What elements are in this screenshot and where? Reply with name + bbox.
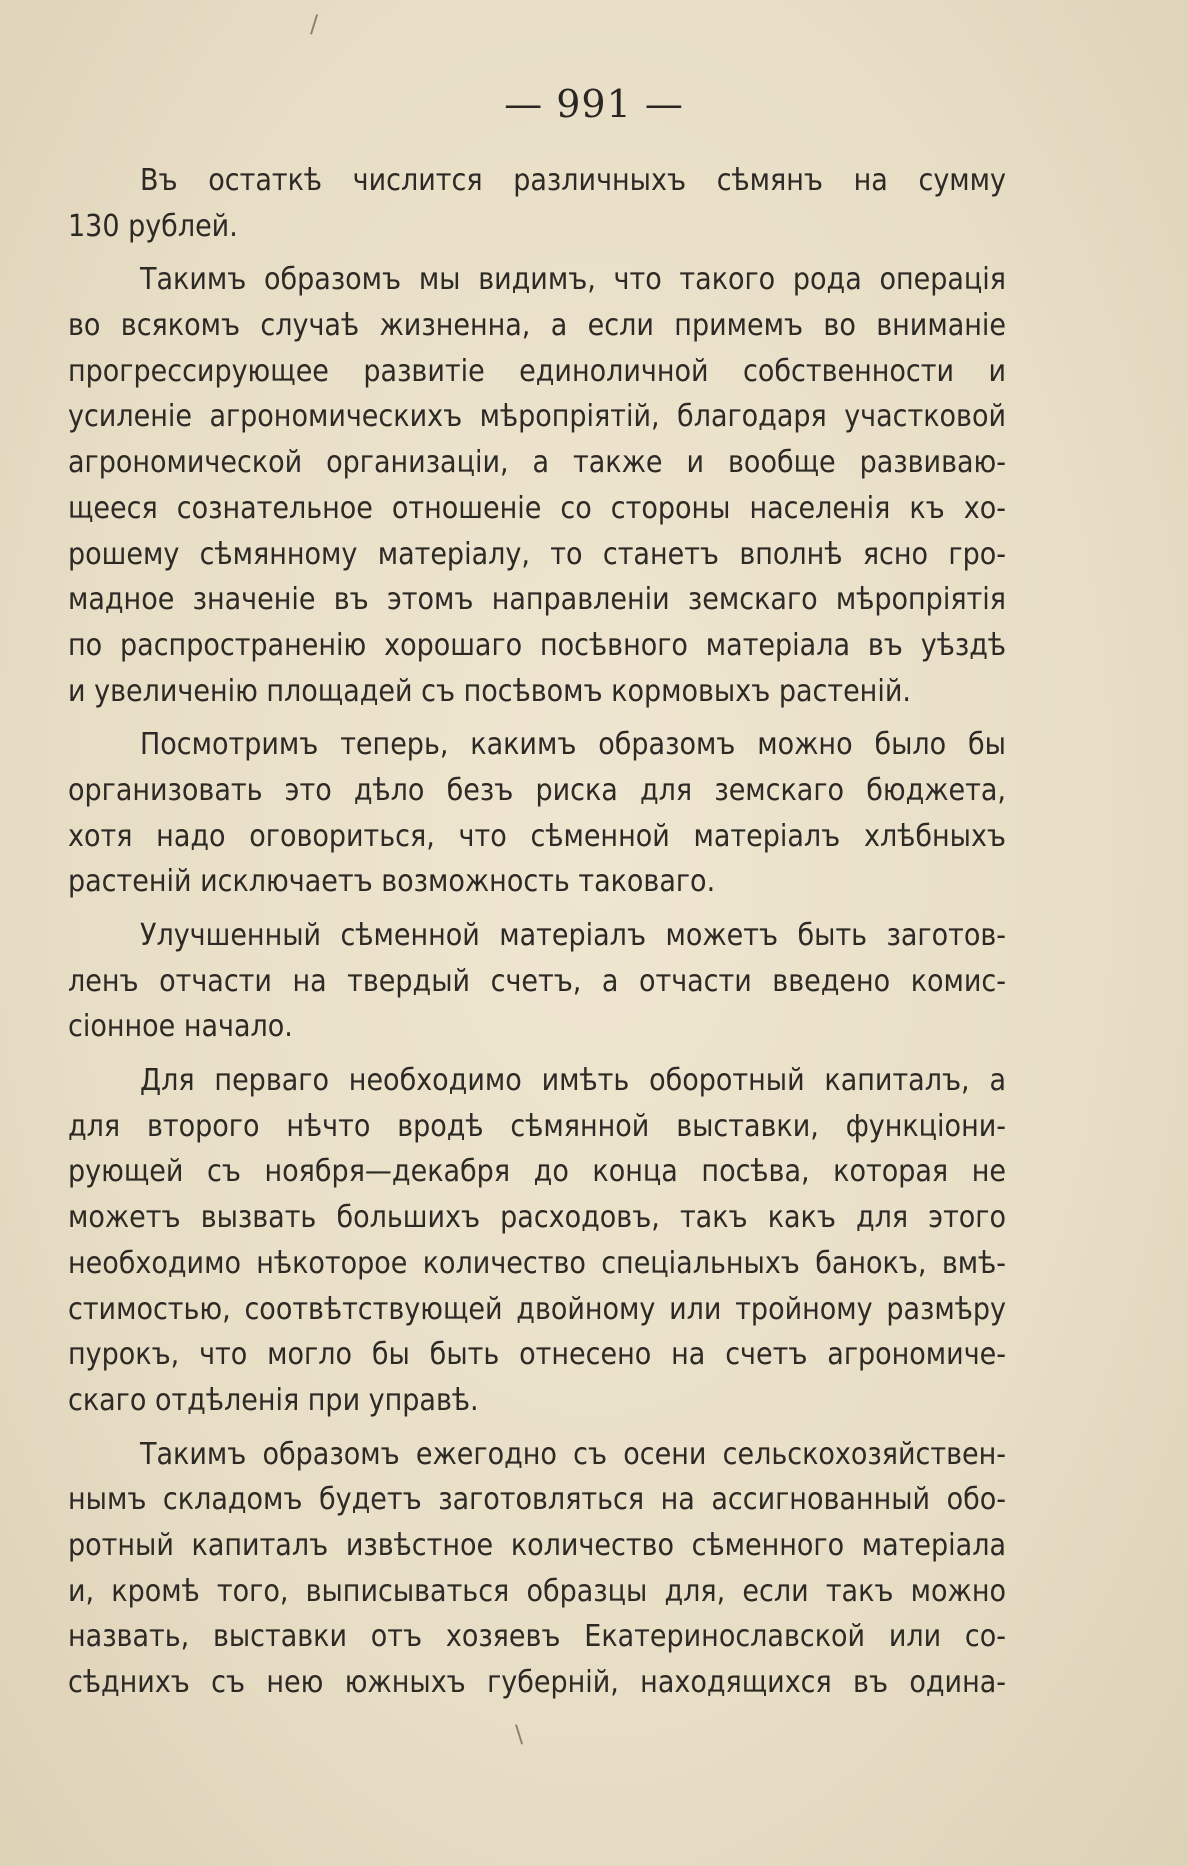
text-line: Улучшенный сѣменной матеріалъ можетъ быть заготов-	[140, 918, 1006, 953]
text-line: организовать это дѣло безъ риска для земскаго бюджета,	[68, 772, 1006, 808]
text-line: сѣднихъ съ нею южныхъ губерній, находящихся въ одина-	[68, 1665, 1006, 1700]
paragraph	[68, 913, 1006, 1050]
text-line: усиленіе агрономическихъ мѣропріятій, благодаря участковой	[68, 399, 1006, 435]
text-line: Для перваго необходимо имѣть оборотный капиталъ, а	[140, 1063, 1006, 1099]
page-number: — 991 —	[504, 82, 684, 126]
text-line: ленъ отчасти на твердый счетъ, а отчасти введено комис-	[68, 963, 1006, 999]
paragraph	[68, 1058, 1006, 1424]
paragraph-gap	[68, 714, 1006, 722]
body-text	[68, 158, 1006, 1706]
text-line: необходимо нѣкоторое количество спеціальныхъ банокъ, вмѣ-	[68, 1245, 1006, 1281]
scan-speck: \	[515, 1720, 524, 1748]
text-line: Такимъ образомъ мы видимъ, что такого рода операція	[140, 262, 1006, 298]
paragraph-gap	[68, 1424, 1006, 1432]
text-line: скаго отдѣленія при управѣ.	[68, 1382, 479, 1418]
text-line: сіонное начало.	[68, 1009, 293, 1045]
text-line: рующей съ ноября—декабря до конца посѣва, которая не	[68, 1154, 1006, 1190]
text-line: можетъ вызвать большихъ расходовъ, такъ какъ для этого	[68, 1200, 1006, 1236]
text-line: растеній исключаетъ возможность таковаго.	[68, 864, 716, 900]
paragraph-gap	[68, 905, 1006, 913]
scan-speck: /	[310, 10, 319, 38]
text-line: хотя надо оговориться, что сѣменной матеріалъ хлѣбныхъ	[68, 818, 1006, 854]
text-line: пурокъ, что могло бы быть отнесено на счетъ агрономиче-	[68, 1337, 1006, 1373]
text-line: агрономической организаціи, а также и вообще развиваю-	[68, 445, 1006, 481]
text-line: рошему сѣмянному матеріалу, то станетъ вполнѣ ясно гро-	[68, 536, 1006, 572]
text-line: назвать, выставки отъ хозяевъ Екатеринославской или со-	[68, 1619, 1006, 1655]
paragraph-gap	[68, 1050, 1006, 1058]
paragraph-gap	[68, 249, 1006, 257]
text-line: мадное значеніе въ этомъ направленіи земскаго мѣропріятія	[68, 582, 1006, 618]
text-line: прогрессирующее развитіе единоличной собственности и	[68, 353, 1006, 389]
text-line: 130 рублей.	[68, 208, 238, 244]
text-line: Посмотримъ теперь, какимъ образомъ можно было бы	[140, 727, 1006, 763]
text-line: нымъ складомъ будетъ заготовляться на ассигнованный обо-	[68, 1482, 1006, 1518]
text-line: во всякомъ случаѣ жизненна, а если примемъ во вниманіе	[68, 308, 1006, 344]
text-line: Такимъ образомъ ежегодно съ осени сельскохозяйствен-	[140, 1436, 1006, 1472]
paragraph	[68, 257, 1006, 714]
text-line: щееся сознательное отношеніе со стороны населенія къ хо-	[68, 490, 1006, 526]
paragraph	[68, 722, 1006, 905]
text-line: и, кромѣ того, выписываться образцы для, если такъ можно	[68, 1573, 1006, 1609]
paragraph	[68, 1432, 1006, 1706]
text-line: для второго нѣчто вродѣ сѣмянной выставки, функціони-	[68, 1108, 1006, 1144]
text-line: Въ остаткѣ числится различныхъ сѣмянъ на сумму	[140, 163, 1006, 198]
paragraph	[68, 158, 1006, 249]
text-line: стимостью, соотвѣтствующей двойному или тройному размѣру	[68, 1291, 1006, 1327]
text-line: и увеличенію площадей съ посѣвомъ кормовыхъ растеній.	[68, 673, 911, 709]
text-line: по распространенію хорошаго посѣвного матеріала въ уѣздѣ	[68, 627, 1006, 663]
text-line: ротный капиталъ извѣстное количество сѣменного матеріала	[68, 1527, 1006, 1563]
